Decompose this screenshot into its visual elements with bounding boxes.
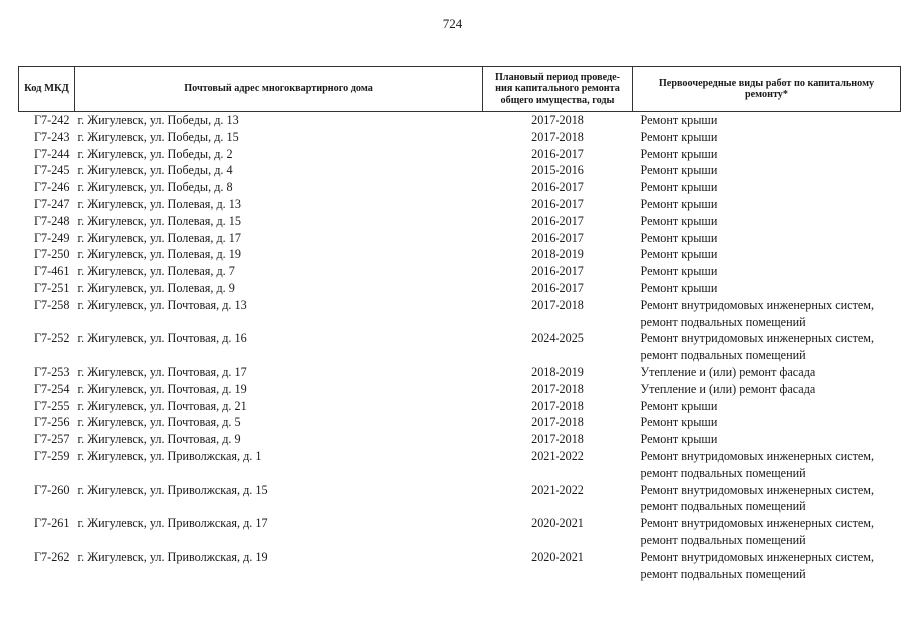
cell-address: г. Жигулевск, ул. Победы, д. 15 xyxy=(77,129,239,144)
header-works xyxy=(633,67,901,112)
cell-period: 2024-2025 xyxy=(531,331,584,346)
cell-code: Г7-252 xyxy=(34,331,70,346)
cell-address: г. Жигулевск, ул. Почтовая, д. 16 xyxy=(77,331,247,346)
cell-works xyxy=(633,263,901,280)
cell-code: Г7-243 xyxy=(34,129,70,144)
cell-code: Г7-258 xyxy=(34,297,70,312)
cell-period: 2018-2019 xyxy=(531,364,584,379)
page-number: 724 xyxy=(442,16,463,31)
cell-period: 2017-2018 xyxy=(531,415,584,430)
works-line: Ремонт крыши xyxy=(640,398,718,413)
works-line: Ремонт крыши xyxy=(640,196,718,211)
works-line: Ремонт крыши xyxy=(640,129,718,144)
cell-period: 2021-2022 xyxy=(531,482,584,497)
cell-works xyxy=(633,230,901,247)
header-period-line-1: Плановый период проведе- xyxy=(494,71,621,83)
cell-period: 2017-2018 xyxy=(531,432,584,447)
cell-code: Г7-248 xyxy=(34,213,70,228)
cell-address: г. Жигулевск, ул. Почтовая, д. 9 xyxy=(77,432,241,447)
cell-code: Г7-461 xyxy=(34,264,70,279)
cell-code: Г7-255 xyxy=(34,398,70,413)
table-row xyxy=(19,549,901,583)
works-line: Ремонт крыши xyxy=(640,163,718,178)
cell-period: 2016-2017 xyxy=(531,146,584,161)
table-row xyxy=(19,246,901,263)
housing-registry-table xyxy=(18,66,901,582)
works-line: Ремонт крыши xyxy=(640,280,718,295)
cell-works xyxy=(633,246,901,263)
cell-address: г. Жигулевск, ул. Почтовая, д. 17 xyxy=(77,364,247,379)
cell-period: 2017-2018 xyxy=(531,129,584,144)
header-code: Код МКД xyxy=(19,67,75,112)
cell-code: Г7-246 xyxy=(34,180,70,195)
cell-code: Г7-249 xyxy=(34,230,70,245)
works-line: Ремонт внутридомовых инженерных систем, xyxy=(640,482,875,497)
table-row xyxy=(19,515,901,549)
works-line: Ремонт внутридомовых инженерных систем, xyxy=(640,516,875,531)
cell-code: Г7-261 xyxy=(34,516,70,531)
works-line: ремонт подвальных помещений xyxy=(640,465,806,480)
cell-address: г. Жигулевск, ул. Полевая, д. 15 xyxy=(77,213,241,228)
cell-code: Г7-260 xyxy=(34,482,70,497)
cell-code: Г7-247 xyxy=(34,196,70,211)
works-line: Утепление и (или) ремонт фасада xyxy=(640,381,816,396)
cell-works xyxy=(633,398,901,415)
cell-address: г. Жигулевск, ул. Приволжская, д. 1 xyxy=(77,448,262,463)
works-line: Ремонт внутридомовых инженерных систем, xyxy=(640,331,875,346)
cell-period: 2016-2017 xyxy=(531,213,584,228)
cell-period: 2016-2017 xyxy=(531,280,584,295)
works-line: ремонт подвальных помещений xyxy=(640,348,806,363)
cell-works xyxy=(633,297,901,331)
table-row xyxy=(19,162,901,179)
cell-works xyxy=(633,330,901,364)
cell-code: Г7-256 xyxy=(34,415,70,430)
works-line: ремонт подвальных помещений xyxy=(640,499,806,514)
cell-address: г. Жигулевск, ул. Полевая, д. 7 xyxy=(77,264,235,279)
cell-address: г. Жигулевск, ул. Победы, д. 2 xyxy=(77,146,233,161)
works-line: Ремонт внутридомовых инженерных систем, xyxy=(640,448,875,463)
works-line: Ремонт крыши xyxy=(640,230,718,245)
table-row xyxy=(19,364,901,381)
cell-works xyxy=(633,515,901,549)
cell-works xyxy=(633,431,901,448)
cell-works xyxy=(633,482,901,516)
works-line: Ремонт внутридомовых инженерных систем, xyxy=(640,297,875,312)
table-row xyxy=(19,414,901,431)
cell-works xyxy=(633,213,901,230)
cell-address: г. Жигулевск, ул. Победы, д. 4 xyxy=(77,163,233,178)
cell-code: Г7-257 xyxy=(34,432,70,447)
cell-works xyxy=(633,162,901,179)
cell-address: г. Жигулевск, ул. Победы, д. 13 xyxy=(77,113,239,127)
cell-works xyxy=(633,381,901,398)
header-address: Почтовый адрес многоквартирного дома xyxy=(75,67,483,112)
cell-address: г. Жигулевск, ул. Полевая, д. 9 xyxy=(77,280,235,295)
header-period-line-3: общего имущества, годы xyxy=(500,94,615,106)
cell-period: 2016-2017 xyxy=(531,196,584,211)
cell-period: 2018-2019 xyxy=(531,247,584,262)
table-row xyxy=(19,280,901,297)
cell-address: г. Жигулевск, ул. Полевая, д. 13 xyxy=(77,196,241,211)
works-line: Ремонт крыши xyxy=(640,415,718,430)
table-row xyxy=(19,179,901,196)
works-line: Ремонт крыши xyxy=(640,113,718,127)
table-row xyxy=(19,196,901,213)
table-header xyxy=(19,67,901,112)
table-row xyxy=(19,431,901,448)
cell-works xyxy=(633,196,901,213)
table-row xyxy=(19,146,901,163)
cell-period: 2020-2021 xyxy=(531,516,584,531)
cell-period: 2020-2021 xyxy=(531,549,584,564)
cell-period: 2016-2017 xyxy=(531,180,584,195)
cell-code: Г7-262 xyxy=(34,549,70,564)
table-row xyxy=(19,129,901,146)
cell-works xyxy=(633,146,901,163)
cell-works xyxy=(633,129,901,146)
cell-works xyxy=(633,549,901,583)
cell-address: г. Жигулевск, ул. Полевая, д. 19 xyxy=(77,247,241,262)
works-line: Ремонт крыши xyxy=(640,247,718,262)
works-line: ремонт подвальных помещений xyxy=(640,566,806,581)
cell-works xyxy=(633,364,901,381)
table-row xyxy=(19,297,901,331)
works-line: ремонт подвальных помещений xyxy=(640,314,806,329)
cell-code: Г7-254 xyxy=(34,381,70,396)
cell-code: Г7-259 xyxy=(34,448,70,463)
table-row xyxy=(19,381,901,398)
cell-address: г. Жигулевск, ул. Приволжская, д. 19 xyxy=(77,549,268,564)
table-row xyxy=(19,230,901,247)
works-line: Ремонт внутридомовых инженерных систем, xyxy=(640,549,875,564)
cell-works xyxy=(633,414,901,431)
cell-period: 2017-2018 xyxy=(531,398,584,413)
works-line: Ремонт крыши xyxy=(640,432,718,447)
cell-address: г. Жигулевск, ул. Полевая, д. 17 xyxy=(77,230,241,245)
table-row xyxy=(19,448,901,482)
cell-period: 2017-2018 xyxy=(531,297,584,312)
cell-code: Г7-245 xyxy=(34,163,70,178)
header-works-line-1: Первоочередные виды работ по капитальному xyxy=(658,77,875,89)
works-line: Ремонт крыши xyxy=(640,146,718,161)
table-row xyxy=(19,112,901,129)
cell-code: Г7-242 xyxy=(34,113,70,127)
cell-address: г. Жигулевск, ул. Приволжская, д. 17 xyxy=(77,516,268,531)
cell-works xyxy=(633,112,901,129)
header-works-line-2: ремонту* xyxy=(744,89,788,100)
cell-address: г. Жигулевск, ул. Победы, д. 8 xyxy=(77,180,233,195)
cell-period: 2015-2016 xyxy=(531,163,584,178)
table-row xyxy=(19,213,901,230)
table-row xyxy=(19,482,901,516)
cell-code: Г7-250 xyxy=(34,247,70,262)
header-row xyxy=(19,67,901,112)
works-line: Ремонт крыши xyxy=(640,213,718,228)
table-row xyxy=(19,263,901,280)
works-line: Утепление и (или) ремонт фасада xyxy=(640,364,816,379)
cell-address: г. Жигулевск, ул. Почтовая, д. 19 xyxy=(77,381,247,396)
cell-period: 2016-2017 xyxy=(531,264,584,279)
cell-works xyxy=(633,280,901,297)
cell-address: г. Жигулевск, ул. Почтовая, д. 21 xyxy=(77,398,247,413)
cell-address: г. Жигулевск, ул. Почтовая, д. 5 xyxy=(77,415,241,430)
table-row xyxy=(19,330,901,364)
cell-address: г. Жигулевск, ул. Почтовая, д. 13 xyxy=(77,297,247,312)
cell-period: 2017-2018 xyxy=(531,381,584,396)
header-period-line-2: ния капитального ремонта xyxy=(495,83,620,95)
table-row xyxy=(19,398,901,415)
cell-code: Г7-244 xyxy=(34,146,70,161)
cell-period: 2017-2018 xyxy=(531,113,584,127)
table-body xyxy=(19,112,901,583)
header-period xyxy=(483,67,633,112)
cell-address: г. Жигулевск, ул. Приволжская, д. 15 xyxy=(77,482,268,497)
cell-works xyxy=(633,448,901,482)
cell-code: Г7-251 xyxy=(34,280,70,295)
cell-code: Г7-253 xyxy=(34,364,70,379)
works-line: ремонт подвальных помещений xyxy=(640,532,806,547)
cell-period: 2016-2017 xyxy=(531,230,584,245)
cell-works xyxy=(633,179,901,196)
works-line: Ремонт крыши xyxy=(640,180,718,195)
works-line: Ремонт крыши xyxy=(640,264,718,279)
cell-period: 2021-2022 xyxy=(531,448,584,463)
